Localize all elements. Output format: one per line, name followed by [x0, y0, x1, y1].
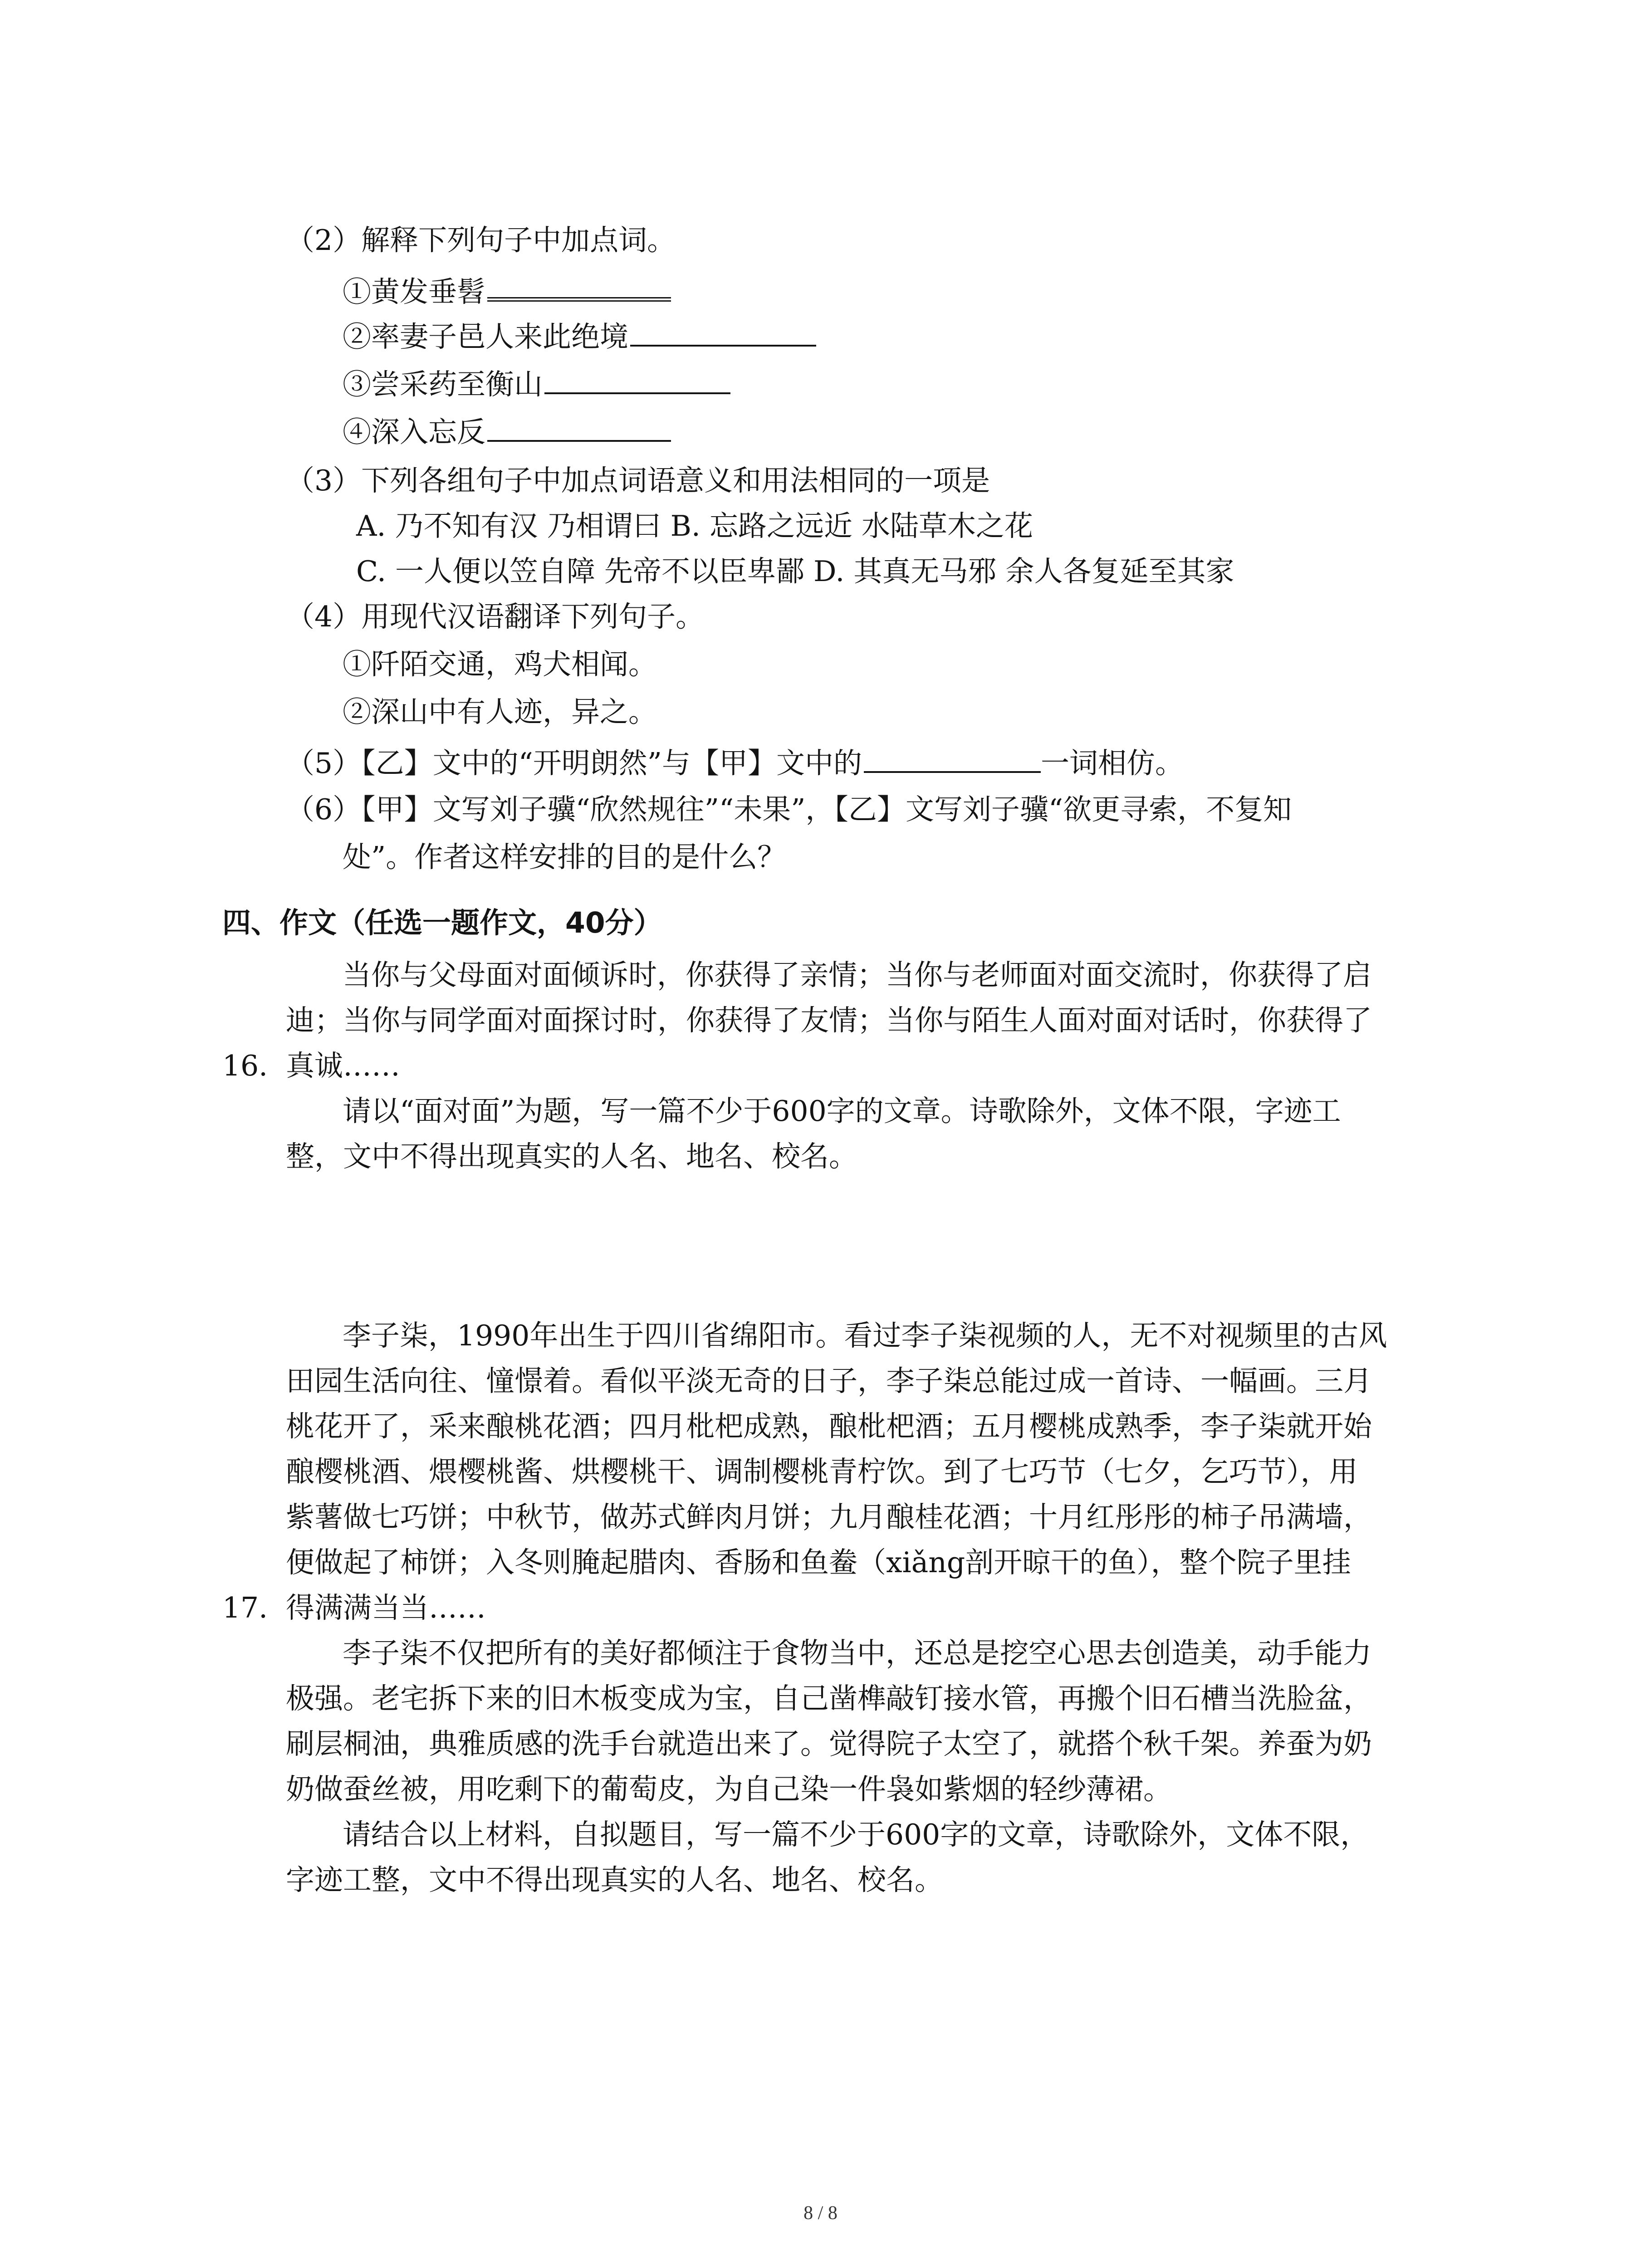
q17-line-13: 字迹工整，文中不得出现真实的人名、地名、校名。 — [286, 1863, 943, 1897]
q2-item-1: ①黄发垂髫 — [343, 270, 671, 310]
q17-line-10: 刷层桐油，典雅质感的洗手台就造出来了。觉得院子太空了，就搭个秋千架。养蚕为奶 — [286, 1727, 1372, 1760]
q3-options-cd: C. 一人便以笠自障 先帝不以臣卑鄙 D. 其真无马邪 余人各复延至其家 — [356, 555, 1234, 588]
q17-line-5: 紫薯做七巧饼；中秋节，做苏式鲜肉月饼；九月酿桂花酒；十月红彤彤的柿子吊满墙， — [286, 1501, 1372, 1534]
q17-number: 17. — [222, 1591, 268, 1624]
q17-line-2: 田园生活向往、憧憬着。看似平淡无奇的日子，李子柒总能过成一首诗、一幅画。三月 — [286, 1364, 1372, 1398]
section-heading-composition: 四、作文（任选一题作文，40分） — [222, 906, 662, 939]
q4-item-2: ②深山中有人迹，异之。 — [343, 695, 657, 728]
q16-line-1: 当你与父母面对面倾诉时，你获得了亲情；当你与老师面对面交流时，你获得了启 — [343, 958, 1372, 992]
q16-line-2: 迪；当你与同学面对面探讨时，你获得了友情；当你与陌生人面对面对话时，你获得了 — [286, 1004, 1372, 1037]
q3-options-ab: A. 乃不知有汉 乃相谓曰 B. 忘路之远近 水陆草木之花 — [356, 509, 1033, 543]
q5: （5）【乙】文中的“开明朗然”与【甲】文中的 一词相仿。 — [286, 744, 1184, 782]
answer-blank[interactable] — [487, 413, 671, 442]
q17-line-12: 请结合以上材料，自拟题目，写一篇不少于600字的文章，诗歌除外，文体不限， — [343, 1818, 1369, 1851]
q16-line-5: 整，文中不得出现真实的人名、地名、校名。 — [286, 1140, 857, 1173]
q17-line-3: 桃花开了，采来酿桃花酒；四月枇杷成熟，酿枇杷酒；五月樱桃成熟季，李子柒就开始 — [286, 1410, 1372, 1443]
answer-blank[interactable] — [864, 744, 1041, 773]
q3-stem: （3）下列各组句子中加点词语意义和用法相同的一项是 — [286, 464, 990, 497]
q17-line-7: 得满满当当…… — [286, 1591, 486, 1624]
q17-line-11: 奶做蚕丝被，用吃剩下的葡萄皮，为自己染一件袅如紫烟的轻纱薄裙。 — [286, 1773, 1172, 1806]
q17-line-6: 便做起了柿饼；入冬则腌起腊肉、香肠和鱼鲞（xiǎng剖开晾干的鱼），整个院子里挂 — [286, 1546, 1351, 1579]
q16-number: 16. — [222, 1049, 268, 1082]
q16-line-4: 请以“面对面”为题，写一篇不少于600字的文章。诗歌除外，文体不限，字迹工 — [343, 1095, 1341, 1128]
answer-blank[interactable] — [544, 365, 730, 394]
q2-item-3: ③尝采药至衡山 — [343, 365, 730, 403]
q16-line-3: 真诚…… — [286, 1049, 400, 1082]
q17-line-1: 李子柒，1990年出生于四川省绵阳市。看过李子柒视频的人，无不对视频里的古风 — [343, 1319, 1387, 1352]
q6-line-2: 处”。作者这样安排的目的是什么？ — [343, 841, 786, 874]
q6-line-1: （6）【甲】文写刘子骥“欣然规往”“未果”，【乙】文写刘子骥“欲更寻索，不复知 — [286, 793, 1292, 826]
answer-blank[interactable] — [487, 270, 671, 302]
q4-stem: （4）用现代汉语翻译下列句子。 — [286, 600, 705, 633]
page-number: 8 / 8 — [803, 2203, 838, 2224]
q17-line-4: 酿樱桃酒、煨樱桃酱、烘樱桃干、调制樱桃青柠饮。到了七巧节（七夕，乞巧节），用 — [286, 1455, 1358, 1488]
answer-blank[interactable] — [630, 318, 816, 347]
q17-line-9: 极强。老宅拆下来的旧木板变成为宝，自己凿榫敲钉接水管，再搬个旧石槽当洗脸盆， — [286, 1682, 1372, 1715]
q17-line-8: 李子柒不仅把所有的美好都倾注于食物当中，还总是挖空心思去创造美，动手能力 — [343, 1637, 1372, 1670]
q2-stem: （2）解释下列句子中加点词。 — [286, 224, 676, 257]
q2-item-4: ④深入忘反 — [343, 413, 671, 450]
q4-item-1: ①阡陌交通，鸡犬相闻。 — [343, 648, 657, 681]
q2-item-2: ②率妻子邑人来此绝境 — [343, 318, 816, 355]
